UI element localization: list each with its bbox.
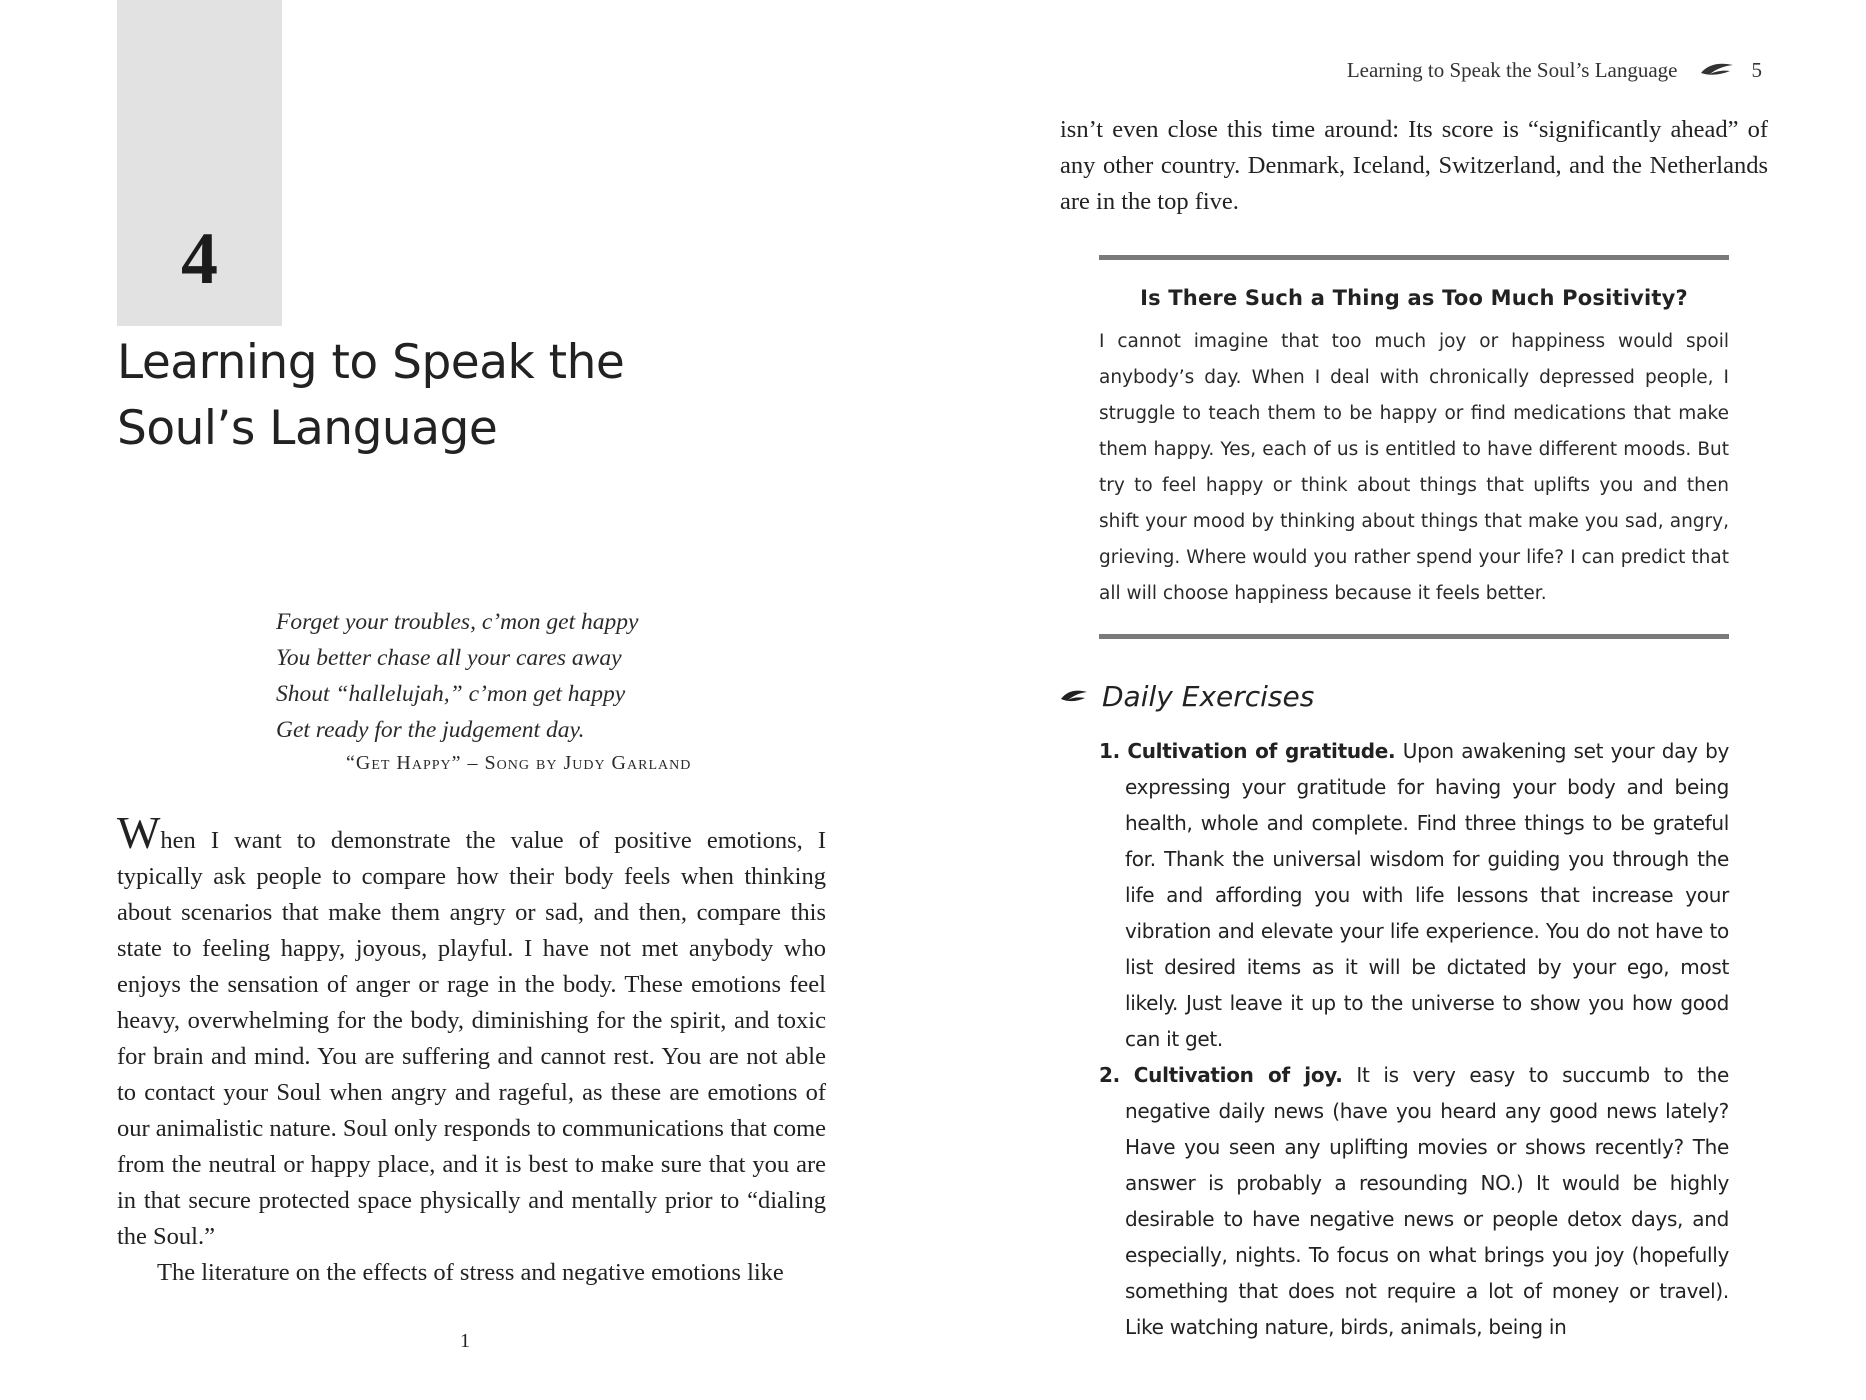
section-heading: [1060, 680, 1314, 713]
exercise-text: Upon awakening set your day by expressing your gratitude for having your body and being health, whole and complete. Find three things to be grateful for. Thank the universal wisdom for guiding you through the life and affording you with life lessons that increase your vibration and elevate your life experience. You do not have to list desired items as it will be dictated by your ego, most likely. Just leave it up to the universe to show you how good can it get.: [1125, 739, 1729, 1051]
exercise-text: It is very easy to succumb to the negative daily news (have you heard any good news lately? Have you seen any uplifting movies or shows recently? The answer is probably a resounding NO.) It would be highly desirable to have negative news or people detox days, and especially, nights. To focus on what brings you joy (hopefully something that does not require a lot of money or travel). Like watching nature, birds, animals, being in: [1125, 1063, 1730, 1339]
exercise-item: [1099, 1057, 1729, 1345]
epigraph-attribution: “Get Happy” – Song by Judy Garland: [346, 752, 692, 774]
right-top-paragraph: isn’t even close this time around: Its score is “significantly ahead” of any other country. Denmark, Iceland, Switzerland, and the Netherlands are in the top five.: [1060, 116, 1768, 215]
exercise-list: [1099, 733, 1729, 1345]
body-paragraph-1: [117, 807, 827, 1255]
chapter-title-line-2: Soul’s Language: [117, 401, 498, 456]
chapter-title: [117, 330, 637, 462]
left-body-text: [117, 807, 827, 1291]
chapter-title-line-1: Learning to Speak the: [117, 335, 625, 390]
exercise-number: 1.: [1099, 739, 1120, 763]
sidebar-body: I cannot imagine that too much joy or happiness would spoil anybody’s day. When I deal with chronically depressed people, I struggle to teach them to be happy or find medications that make them happy. Yes, each of us is entitled to have different moods. But try to feel happy or think about things that uplifts you and then shift your mood by thinking about things that make you sad, angry, grieving. Where would you rather spend your life? I can predict that all will choose happiness because it feels better.: [1099, 331, 1729, 604]
positivity-sidebar: [1099, 255, 1729, 639]
leaf-ornament-icon: [1060, 684, 1088, 709]
exercise-number: 2.: [1099, 1063, 1120, 1087]
exercise-lead: Cultivation of joy.: [1133, 1063, 1343, 1087]
epigraph-line-4: Get ready for the judgement day.: [276, 717, 585, 743]
running-head-title: Learning to Speak the Soul’s Language: [1346, 58, 1678, 82]
epigraph-line-2: You better chase all your cares away: [276, 645, 622, 671]
section-heading-text: Daily Exercises: [1102, 680, 1315, 713]
body-paragraph-2: The literature on the effects of stress and negative emotions like: [157, 1259, 784, 1286]
page-number-left: 1: [460, 1330, 470, 1352]
epigraph-line-3: Shout “hallelujah,” c’mon get happy: [276, 681, 626, 707]
epigraph-line-1: Forget your troubles, c’mon get happy: [276, 609, 639, 635]
sidebar-title: Is There Such a Thing as Too Much Positivity?: [1140, 286, 1688, 310]
drop-cap: W: [117, 807, 161, 858]
page-number-right: 5: [1751, 58, 1762, 82]
chapter-number-block: [117, 0, 282, 326]
running-head: [1347, 58, 1762, 83]
leaf-ornament-icon: [1700, 60, 1734, 81]
epigraph: [276, 604, 776, 748]
exercise-lead: Cultivation of gratitude.: [1127, 739, 1396, 763]
chapter-number: 4: [181, 218, 218, 300]
body-paragraph-1-text: hen I want to demonstrate the value of positive emotions, I typically ask people to compare how their body feels when thinking about scenarios that make them angry or sad, and then, compare this state to feeling happy, joyous, playful. I have not met anybody who enjoys the sensation of anger or rage in the body. These emotions feel heavy, overwhelming for the body, diminishing for the spirit, and toxic for brain and mind. You are suffering and cannot rest. You are not able to contact your Soul when angry and rageful, as these are emotions of our animalistic nature. Soul only responds to communications that come from the neutral or happy place, and it is best to make sure that you are in that secure protected space physically and mentally prior to “dialing the Soul.”: [117, 827, 827, 1250]
exercise-item: [1099, 733, 1729, 1057]
